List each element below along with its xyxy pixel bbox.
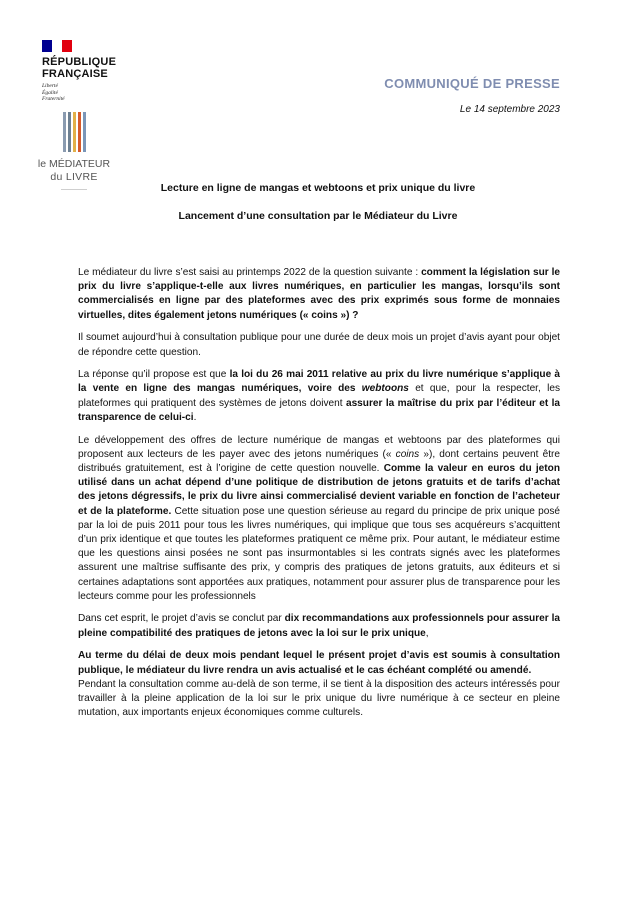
republic-name-line1: RÉPUBLIQUE: [42, 56, 117, 68]
paragraph-3: [78, 368, 560, 425]
mediateur-du-livre-logo: [34, 112, 114, 190]
republic-name-line2: FRANÇAISE: [42, 68, 108, 80]
p4-text-a: Le développement des offres de lecture numérique de mangas et webtoons par des plateformes qui proposent aux lecteurs de les payer avec des jetons numériques («: [78, 434, 560, 460]
mediator-logo-line2: du LIVRE: [50, 170, 98, 183]
mediator-logo-line1: le MÉDIATEUR: [37, 158, 111, 170]
book-spines-icon: [34, 112, 114, 152]
paragraph-1: [78, 266, 560, 323]
headline-subtitle: Lancement d’une consultation par le Médiateur du Livre: [178, 210, 458, 222]
motto-egalite: Égalité: [42, 89, 58, 96]
spine-bar: [68, 112, 71, 152]
p5-text-a: Dans cet esprit, le projet d’avis se conclut par: [78, 613, 285, 625]
p3-bold-b: assurer la maîtrise du prix par l’éditeur et la transparence de celui-ci: [78, 397, 560, 423]
paragraph-2: [78, 331, 560, 359]
republique-francaise-logo: [42, 40, 132, 103]
headline-title: Lecture en ligne de mangas et webtoons et prix unique du livre: [160, 182, 476, 194]
press-release-label: COMMUNIQUÉ DE PRESSE: [384, 76, 560, 91]
p2-text: Il soumet aujourd’hui à consultation publique pour une durée de deux mois un projet d’avis ayant pour objet de répondre cette question.: [78, 332, 560, 358]
p4-text-c: Cette situation pose une question sérieuse au regard du principe de prix unique posé par la loi de puis 2011 pour tous les livres numériques, qui implique que tous ses acquéreurs s’acquittent d’un prix identique et que toutes les plateformes pratiquent ce même prix. Pour autant, le médiateur estime que les questions ainsi posées ne sont pas insurmontables si les contrats signés avec les plateformes assurent une maîtrise suffisante des prix, y compris des pratiques de jetons gratuits, aux éditeurs et si certaines adaptations sont apportées aux pratiques, notamment pour assurer plus de transparence pour les lecteurs comme pour les professionnels: [78, 505, 560, 602]
p4-italic: coins: [395, 448, 420, 460]
p4-bold: Comme la valeur en euros du jeton utilisé dans un achat dépend d’une politique de distribution de jetons gratuits et de tarifs d’achat des jetons dégressifs, le prix du livre ainsi commercialisé devient variable en fonction de l’acheteur et de la plateforme.: [78, 462, 560, 517]
p4-text-b: »), dont certains peuvent être distribués gratuitement, est à l’origine de cette question nouvelle.: [78, 448, 560, 474]
paragraph-4: [78, 434, 560, 604]
spine-bar: [78, 112, 81, 152]
p3-bold-italic: webtoons: [361, 383, 409, 395]
motto-fraternite: Fraternité: [42, 96, 65, 102]
p1-text: Le médiateur du livre s’est saisi au printemps 2022 de la question suivante :: [78, 267, 422, 278]
motto-liberte: Liberté: [42, 83, 58, 89]
republic-motto: [42, 83, 132, 103]
p3-text-b: et que, pour la respecter, les plateformes qui pratiquent des systèmes de jetons doivent: [78, 383, 560, 409]
p3-text-c: .: [193, 411, 197, 423]
french-flag-icon: [42, 40, 72, 52]
spine-bar: [83, 112, 86, 152]
release-date: Le 14 septembre 2023: [459, 104, 560, 115]
p3-text-a: La réponse qu’il propose est que: [78, 369, 230, 381]
paragraph-6: [78, 649, 560, 720]
spine-bar: [73, 112, 76, 152]
p6-text: Pendant la consultation comme au-delà de son terme, il se tient à la disposition des acteurs intéressés pour travailler à la pleine application de la loi sur le prix unique du livre numérique à ce secteur en pleine mutation, aux importants enjeux économiques comme culturels.: [78, 678, 560, 719]
p3-bold-a: la loi du 26 mai 2011 relative au prix du livre numérique s’applique à la vente en ligne des mangas numériques, voire des: [78, 369, 560, 395]
paragraph-5: [78, 612, 560, 640]
body-text: [78, 266, 560, 729]
p1-bold: comment la législation sur le prix du livre s’applique-t-elle aux livres numériques, en particulier les mangas, lorsqu’ils sont commercialisés en ligne par des plateformes avec des prix exprimés sous forme de monnaies virtuelles, dites également jetons numériques (« coins ») ?: [78, 267, 560, 321]
p5-text-b: ,: [425, 627, 429, 639]
spine-bar: [63, 112, 66, 152]
p6-bold: Au terme du délai de deux mois pendant lequel le présent projet d’avis est soumis à consultation publique, le médiateur du livre rendra un avis actualisé et le cas échéant complété ou amendé.: [78, 650, 560, 676]
p5-bold: dix recommandations aux professionnels pour assurer la pleine compatibilité des pratiques de jetons avec la loi sur le prix unique: [78, 613, 560, 639]
